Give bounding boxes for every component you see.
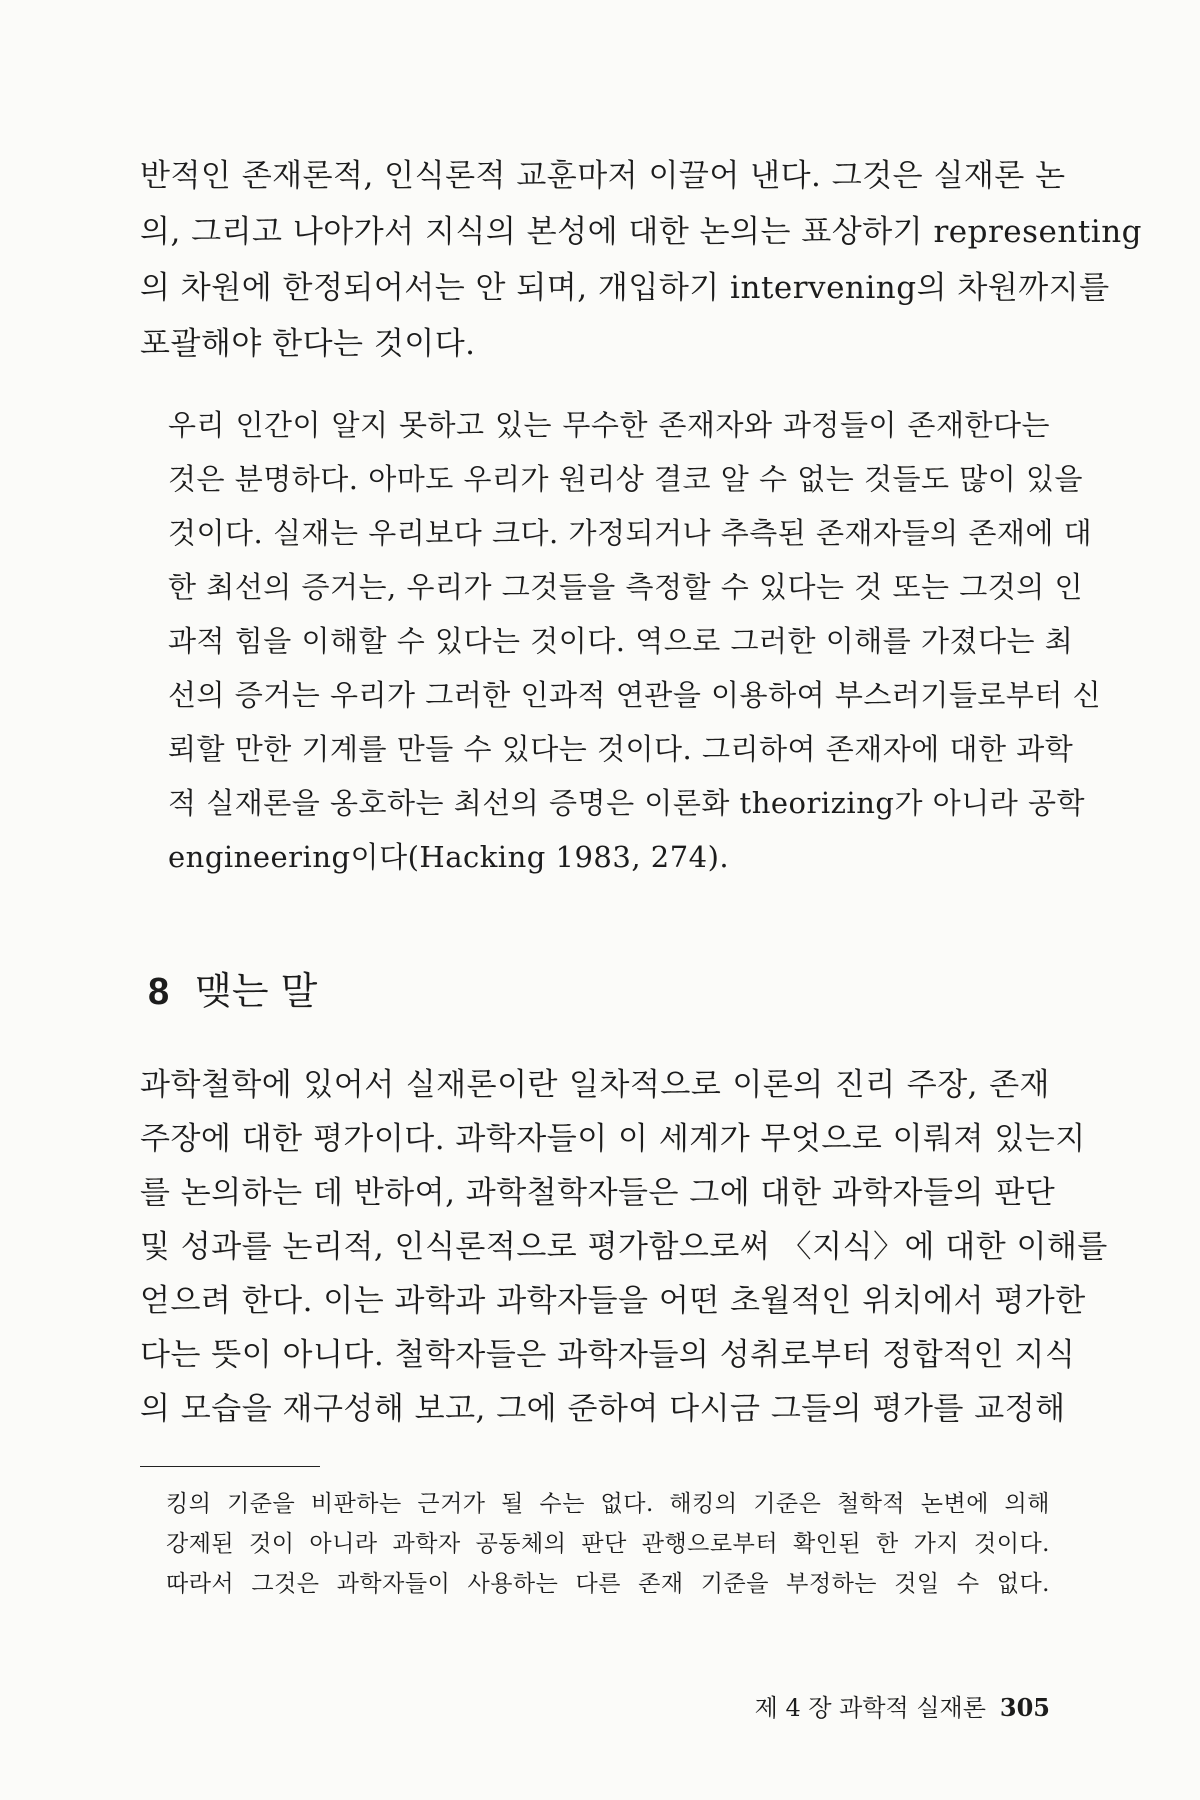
- footnote-line: 강제된 것이 아니라 과학자 공동체의 판단 관행으로부터 확인된 한 가지 것이다.: [166, 1531, 1050, 1557]
- footnote-divider: [140, 1466, 320, 1467]
- quote-line: 과적 힘을 이해할 수 있다는 것이다. 역으로 그러한 이해를 가졌다는 최: [168, 624, 1074, 658]
- footnote-line: 따라서 그것은 과학자들이 사용하는 다른 존재 기준을 부정하는 것일 수 없다.: [166, 1571, 1050, 1597]
- block-quote: [168, 398, 1102, 884]
- footnote-line: 킹의 기준을 비판하는 근거가 될 수는 없다. 해킹의 기준은 철학적 논변에 의해: [166, 1491, 1050, 1517]
- text-line: 다는 뜻이 아니다. 철학자들은 과학자들의 성취로부터 정합적인 지식: [140, 1337, 1076, 1373]
- quote-line: 적 실재론을 옹호하는 최선의 증명은 이론화 theorizing가 아니라 공학: [168, 786, 1085, 820]
- section-heading: [148, 960, 317, 1015]
- paragraph-conclusion: [140, 1058, 1108, 1436]
- page-number: 305: [999, 1693, 1050, 1722]
- section-number: 8: [148, 971, 170, 1013]
- quote-line: 우리 인간이 알지 못하고 있는 무수한 존재자와 과정들이 존재한다는: [168, 408, 1050, 442]
- quote-line: 것은 분명하다. 아마도 우리가 원리상 결코 알 수 없는 것들도 많이 있을: [168, 462, 1084, 496]
- quote-line: 것이다. 실재는 우리보다 크다. 가정되거나 추측된 존재자들의 존재에 대: [168, 516, 1093, 550]
- quote-line: engineering이다(Hacking 1983, 274).: [168, 840, 730, 874]
- text-line: 의 모습을 재구성해 보고, 그에 준하여 다시금 그들의 평가를 교정해: [140, 1391, 1066, 1427]
- text-line: 과학철학에 있어서 실재론이란 일차적으로 이론의 진리 주장, 존재: [140, 1067, 1050, 1103]
- text-line: 얻으려 한다. 이는 과학과 과학자들을 어떤 초월적인 위치에서 평가한: [140, 1283, 1086, 1319]
- running-footer: [755, 1688, 1050, 1723]
- chapter-title: 제 4 장 과학적 실재론: [754, 1694, 986, 1722]
- section-title: 맺는 말: [195, 969, 318, 1013]
- paragraph-continued: [140, 148, 1143, 372]
- text-line: 의 차원에 한정되어서는 안 되며, 개입하기 intervening의 차원까지를: [140, 270, 1110, 306]
- text-line: 를 논의하는 데 반하여, 과학철학자들은 그에 대한 과학자들의 판단: [140, 1175, 1056, 1211]
- text-line: 및 성과를 논리적, 인식론적으로 평가함으로써 〈지식〉에 대한 이해를: [140, 1229, 1108, 1265]
- quote-line: 뢰할 만한 기계를 만들 수 있다는 것이다. 그리하여 존재자에 대한 과학: [168, 732, 1074, 766]
- footnote: [166, 1484, 1050, 1604]
- quote-line: 한 최선의 증거는, 우리가 그것들을 측정할 수 있다는 것 또는 그것의 인: [168, 570, 1084, 604]
- text-line: 반적인 존재론적, 인식론적 교훈마저 이끌어 낸다. 그것은 실재론 논: [140, 158, 1066, 194]
- quote-line: 선의 증거는 우리가 그러한 인과적 연관을 이용하여 부스러기들로부터 신: [168, 678, 1102, 712]
- text-line: 포괄해야 한다는 것이다.: [140, 326, 476, 362]
- text-line: 주장에 대한 평가이다. 과학자들이 이 세계가 무엇으로 이뤄져 있는지: [140, 1121, 1086, 1157]
- text-line: 의, 그리고 나아가서 지식의 본성에 대한 논의는 표상하기 representing: [140, 214, 1143, 250]
